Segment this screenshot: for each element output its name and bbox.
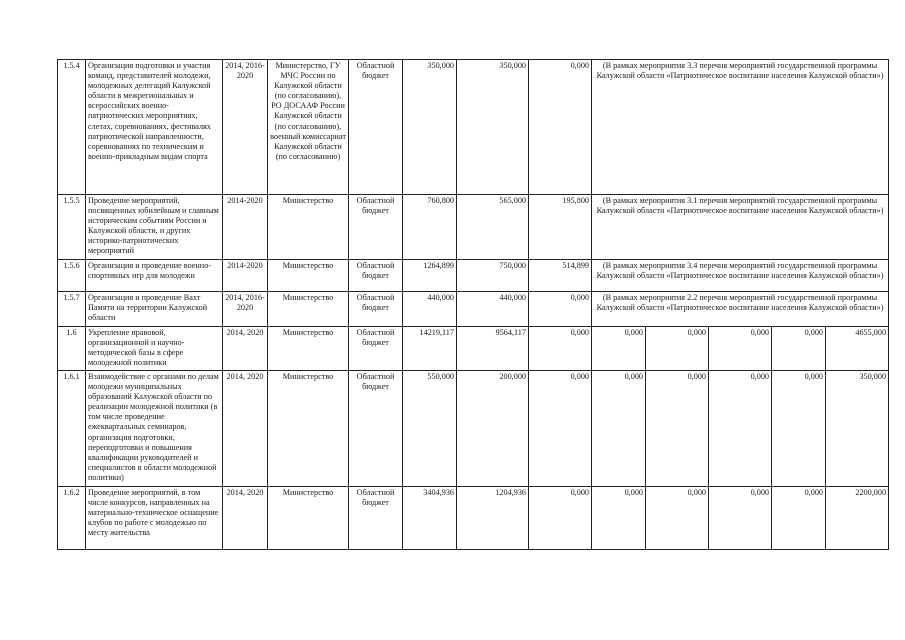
row-value-3: 0,000 xyxy=(592,487,646,550)
row-value-5: 0,000 xyxy=(709,327,772,371)
table-row xyxy=(58,260,889,292)
row-total: 3404,936 xyxy=(403,487,457,550)
row-value-2: 514,899 xyxy=(529,260,592,292)
row-code: 1.5.4 xyxy=(58,60,86,195)
row-note: (В рамках мероприятия 3.1 перечня мероприятий государственной программы Калужской области «Патриотическое воспитание населения Калужской области») xyxy=(592,195,889,260)
row-executor: Министерство xyxy=(268,292,349,327)
row-code: 1.6.1 xyxy=(58,371,86,487)
row-executor: Министерство xyxy=(268,371,349,487)
row-value-3: 0,000 xyxy=(592,327,646,371)
row-total: 550,000 xyxy=(403,371,457,487)
row-name: Организация и проведение Вахт Памяти на территории Калужской области xyxy=(86,292,223,327)
table-row xyxy=(58,292,889,327)
row-value-4: 0,000 xyxy=(646,371,709,487)
row-total: 350,000 xyxy=(403,60,457,195)
row-value-3: 0,000 xyxy=(592,371,646,487)
row-years: 2014, 2020 xyxy=(223,327,268,371)
row-total: 14219,117 xyxy=(403,327,457,371)
row-executor: Министерство xyxy=(268,487,349,550)
row-code: 1.6.2 xyxy=(58,487,86,550)
row-note: (В рамках мероприятия 3.4 перечня мероприятий государственной программы Калужской области «Патриотическое воспитание населения Калужской области») xyxy=(592,260,889,292)
table-row xyxy=(58,60,889,195)
row-total: 1264,899 xyxy=(403,260,457,292)
row-value-2: 195,800 xyxy=(529,195,592,260)
row-code: 1.5.5 xyxy=(58,195,86,260)
table-row xyxy=(58,487,889,550)
row-code: 1.5.6 xyxy=(58,260,86,292)
row-value-4: 0,000 xyxy=(646,487,709,550)
row-value-7: 350,000 xyxy=(826,371,889,487)
row-code: 1.6 xyxy=(58,327,86,371)
row-value-5: 0,000 xyxy=(709,487,772,550)
row-value-2: 0,000 xyxy=(529,327,592,371)
row-value-6: 0,000 xyxy=(772,327,826,371)
table-row xyxy=(58,327,889,371)
row-years: 2014-2020 xyxy=(223,260,268,292)
row-note: (В рамках мероприятия 3.3 перечня мероприятий государственной программы Калужской области «Патриотическое воспитание населения Калужской области») xyxy=(592,60,889,195)
row-value-2: 0,000 xyxy=(529,371,592,487)
row-source: Областной бюджет xyxy=(349,260,403,292)
row-value-7: 2200,000 xyxy=(826,487,889,550)
row-years: 2014-2020 xyxy=(223,195,268,260)
row-value-1: 350,000 xyxy=(457,60,529,195)
row-name: Взаимодействие с органами по делам молодежи муниципальных образований Калужской области по реализации молодежной политики (в том числе проведение ежеквартальных семинаров, организация подготовки, переподготовки и повышения квалификации руководителей и специалистов в области молодежной политики) xyxy=(86,371,223,487)
row-executor: Министерство xyxy=(268,327,349,371)
row-name: Организация и проведение военно-спортивных игр для молодежи xyxy=(86,260,223,292)
row-source: Областной бюджет xyxy=(349,327,403,371)
row-name: Укрепление правовой, организационной и научно-методической базы в сфере молодежной политики xyxy=(86,327,223,371)
row-name: Проведение мероприятий, посвященных юбилейным и славным историческим событиям России и Калужской области, и других историко-патриотических мероприятий xyxy=(86,195,223,260)
row-years: 2014, 2016-2020 xyxy=(223,60,268,195)
row-years: 2014, 2020 xyxy=(223,487,268,550)
row-value-2: 0,000 xyxy=(529,487,592,550)
row-source: Областной бюджет xyxy=(349,487,403,550)
row-value-1: 565,000 xyxy=(457,195,529,260)
row-source: Областной бюджет xyxy=(349,195,403,260)
row-years: 2014, 2020 xyxy=(223,371,268,487)
row-value-2: 0,000 xyxy=(529,60,592,195)
row-value-1: 200,000 xyxy=(457,371,529,487)
row-name: Организация подготовки и участия команд, представителей молодежи, молодежных делегаций Калужской области в межрегиональных и всероссийских военно-патриотических мероприятиях, слетах, соревнованиях, фестивалях патриотической направленности, соревнованиях по техническим и военно-прикладным видам спорта xyxy=(86,60,223,195)
row-name: Проведение мероприятий, в том числе конкурсов, направленных на материально-техническое оснащение клубов по работе с молодежью по месту жительства xyxy=(86,487,223,550)
row-value-1: 750,000 xyxy=(457,260,529,292)
table-row xyxy=(58,195,889,260)
row-source: Областной бюджет xyxy=(349,371,403,487)
row-note: (В рамках мероприятия 2.2 перечня мероприятий государственной программы Калужской области «Патриотическое воспитание населения Калужской области») xyxy=(592,292,889,327)
row-value-5: 0,000 xyxy=(709,371,772,487)
table-row xyxy=(58,371,889,487)
row-code: 1.5.7 xyxy=(58,292,86,327)
row-total: 440,000 xyxy=(403,292,457,327)
row-value-6: 0,000 xyxy=(772,371,826,487)
row-value-1: 9564,117 xyxy=(457,327,529,371)
row-total: 760,800 xyxy=(403,195,457,260)
row-source: Областной бюджет xyxy=(349,292,403,327)
row-executor: Министерство xyxy=(268,195,349,260)
row-value-1: 440,000 xyxy=(457,292,529,327)
row-value-4: 0,000 xyxy=(646,327,709,371)
row-source: Областной бюджет xyxy=(349,60,403,195)
row-value-7: 4655,000 xyxy=(826,327,889,371)
row-value-2: 0,000 xyxy=(529,292,592,327)
row-executor: Министерство, ГУ МЧС России по Калужской области (по согласованию), РО ДОСААФ России Калужской области (по согласованию), военный комиссариат Калужской области (по согласованию) xyxy=(268,60,349,195)
row-value-6: 0,000 xyxy=(772,487,826,550)
row-value-1: 1204,936 xyxy=(457,487,529,550)
program-measures-table xyxy=(57,59,889,550)
row-executor: Министерство xyxy=(268,260,349,292)
row-years: 2014, 2016-2020 xyxy=(223,292,268,327)
